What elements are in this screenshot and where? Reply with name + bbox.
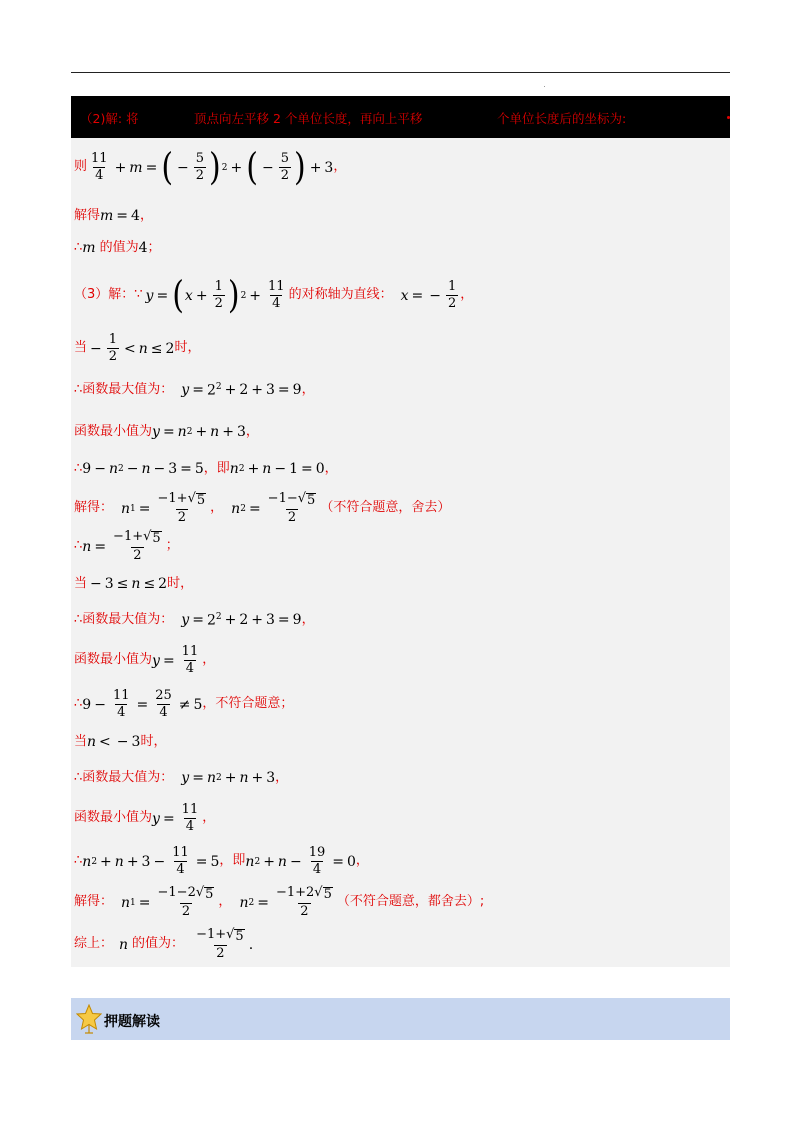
header-dot: [544, 86, 545, 87]
eq-line-3: ∴ m 的值为 4 ；: [74, 239, 161, 256]
eq-line-16: ∴函数最大值为： y = n 2 + n + 3 ，: [74, 769, 289, 786]
band-dot: [727, 116, 730, 119]
eq-line-12: ∴函数最大值为： y = $2^2$ + 2 + 3 = 9 ，: [74, 611, 315, 629]
section-title: 押题解读: [104, 1014, 160, 1030]
eq-line-2: 解得 m = 4 ，: [74, 207, 153, 224]
eq-line-11: 当 − 3 ≤ n ≤ 2 时，: [74, 575, 194, 592]
eq-line-20: 综上： n 的值为： −1+√ 5 2 .: [74, 927, 254, 962]
star-icon: [76, 1004, 102, 1034]
band-text-2: 顶点向左平移 2 个单位长度，再向上平移: [194, 111, 423, 126]
header-rule: [71, 72, 730, 73]
eq-line-17: 函数最小值为 y = $\frac{11}{4}$ ，: [74, 802, 216, 835]
section-header-bar: [71, 998, 730, 1040]
eq-line-10: ∴ n = −1+√ 5 2 ；: [74, 529, 179, 564]
eq-line-19: 解得： n 1 = −1−2√ 5 2 ， n 2 = −1+2√ 5 2 （不符合题意，都舍去）;: [74, 885, 485, 920]
eq-line-5: 当 − $\frac{1}{2}$ < n ≤ 2 时，: [74, 332, 201, 365]
eq-line-1: 则 $\frac{11}{4}$ + m = ( − $\frac{5}{2}$ ) 2 + ( − $\frac{5}{2}$ ) + 3 ，: [74, 145, 347, 190]
eq-line-7: 函数最小值为 y = n 2 + n + 3 ，: [74, 423, 259, 440]
eq-line-8: ∴ 9 − n 2 − n − 3 = 5 ，即 n 2 + n − 1 = 0 ，: [74, 460, 338, 477]
band-text-1: （2)解: 将: [80, 111, 139, 126]
eq-line-6: ∴函数最大值为： y = $2^2$ + 2 + 3 = 9 ，: [74, 381, 315, 399]
eq-line-15: 当 n < − 3 时，: [74, 733, 167, 750]
eq-line-4: （3）解：∵ y = ( x + $\frac{1}{2}$ ) 2 + $\frac{11}{4}$ 的对称轴为直线： x = − $\frac{1}{2}$ ，: [74, 273, 474, 318]
band-text-3: 个单位长度后的坐标为:: [497, 111, 627, 126]
eq-line-13: 函数最小值为 y = $\frac{11}{4}$ ，: [74, 644, 216, 677]
eq-line-18: ∴ n 2 + n + 3 − $\frac{11}{4}$ = 5 ，即 n 2 + n − $\frac{19}{4}$ = 0 ，: [74, 845, 369, 878]
eq-line-9: 解得： n 1 = −1+√ 5 2 ， n 2 = −1−√ 5 2 （不符合题意，舍去）: [74, 491, 451, 526]
eq-line-14: ∴ 9 − $\frac{11}{4}$ = $\frac{25}{4}$ ≠ 5 ，不符合题意；: [74, 688, 294, 721]
